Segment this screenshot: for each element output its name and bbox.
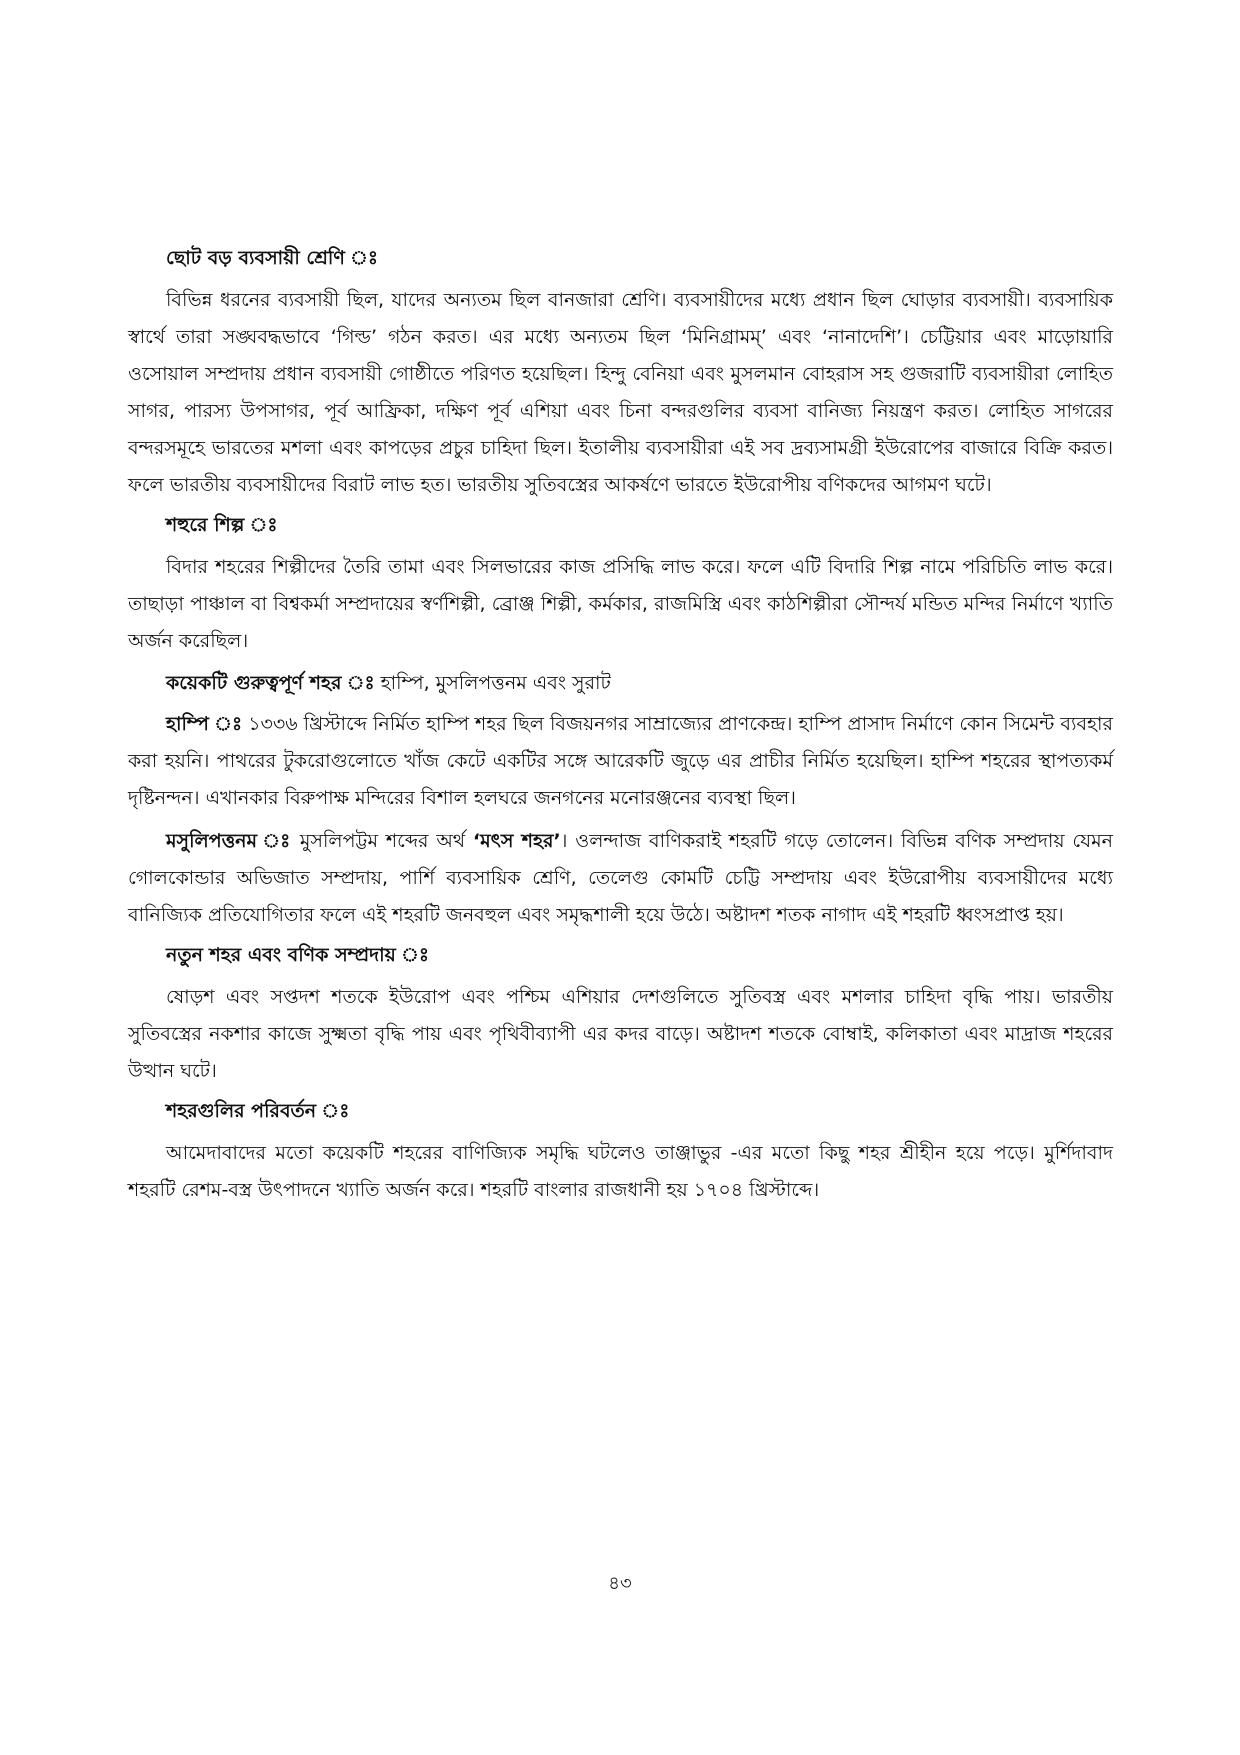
page-number: ৪৩ [608,1573,632,1594]
hampi-label: হাম্পি ঃ [166,713,243,735]
masulipatnam-text-after: । ওলন্দাজ বাণিকরাই শহরটি গড়ে তোলেন। বিভিন্ন বণিক সম্প্রদায় যেমন গোলকোন্ডার অভিজাত সম্প্রদায়, পার্শি ব্যবসায়িক শ্রেণি, তেলেগু কোমটি চেট্টি সম্প্রদায় এবং ইউরোপীয় ব্যবসায়ীদের মধ্যে বানিজ্যিক প্রতিযোগিতার ফলে এই শহরটি জনবহুল এবং সমৃদ্ধশালী হয়ে উঠে। অষ্টাদশ শতক নাগাদ এই শহরটি ধ্বংসপ্রাপ্ত হয়। [128,830,1113,926]
paragraph-urban-crafts: বিদার শহরের শিল্পীদের তৈরি তামা এবং সিলভারের কাজ প্রসিদ্ধি লাভ করে। ফলে এটি বিদারি শিল্প নামে পরিচিতি লাভ করে। তাছাড়া পাঞ্চাল বা বিশ্বকর্মা সম্প্রদায়ের স্বর্ণশিল্পী, ব্রোঞ্জ শিল্পী, কর্মকার, রাজমিস্ত্রি এবং কাঠশিল্পীরা সৌন্দর্য মন্ডিত মন্দির নির্মাণে খ্যাতি অর্জন করেছিল। [128,556,1113,652]
heading-city-changes: শহরগুলির পরিবর্তন ঃ [166,1100,350,1122]
paragraph-masulipatnam [128,823,1113,934]
paragraph-hampi [128,706,1113,817]
important-cities-label: কয়েকটি গুরুত্বপূর্ণ শহর ঃ [166,672,375,694]
heading-traders: ছোট বড় ব্যবসায়ী শ্রেণি ঃ [166,247,379,269]
paragraph-new-cities: ষোড়শ এবং সপ্তদশ শতকে ইউরোপ এবং পশ্চিম এশিয়ার দেশগুলিতে সুতিবস্ত্র এবং মশলার চাহিদা বৃদ্ধি পায়। ভারতীয় সুতিবস্ত্রের নকশার কাজে সুক্ষ্মতা বৃদ্ধি পায় এবং পৃথিবীব্যাপী এর কদর বাড়ে। অষ্টাদশ শতকে বোম্বাই, কলিকাতা এবং মাদ্রাজ শহরের উত্থান ঘটে। [128,986,1113,1082]
heading-urban-crafts: শহুরে শিল্প ঃ [166,514,278,536]
paragraph-traders: বিভিন্ন ধরনের ব্যবসায়ী ছিল, যাদের অন্যতম ছিল বানজারা শ্রেণি। ব্যবসায়ীদের মধ্যে প্রধান ছিল ঘোড়ার ব্যবসায়ী। ব্যবসায়িক স্বার্থে তারা সঙ্ঘবদ্ধভাবে ‘গিল্ড’ গঠন করত। এর মধ্যে অন্যতম ছিল ‘মিনিগ্রামম্’ এবং ‘নানাদেশি’। চেট্টিয়ার এবং মাড়োয়ারি ওসোয়াল সম্প্রদায় প্রধান ব্যবসায়ী গোষ্ঠীতে পরিণত হয়েছিল। হিন্দু বেনিয়া এবং মুসলমান বোহরাস সহ গুজরাটি ব্যবসায়ীরা লোহিত সাগর, পারস্য উপসাগর, পূর্ব আফ্রিকা, দক্ষিণ পূর্ব এশিয়া এবং চিনা বন্দরগুলির ব্যবসা বানিজ্য নিয়ন্ত্রণ করত। লোহিত সাগরের বন্দরসমূহে ভারতের মশলা এবং কাপড়ের প্রচুর চাহিদা ছিল। ইতালীয় ব্যবসায়ীরা এই সব দ্রব্যসামগ্রী ইউরোপের বাজারে বিক্রি করত। ফলে ভারতীয় ব্যবসায়ীদের বিরাট লাভ হত। ভারতীয় সুতিবস্ত্রের আকর্ষণে ভারতে ইউরোপীয় বণিকদের আগমণ ঘটে। [128,289,1113,496]
paragraph-city-changes: আমেদাবাদের মতো কয়েকটি শহরের বাণিজ্যিক সমৃদ্ধি ঘটলেও তাঞ্জাভুর -এর মতো কিছু শহর শ্রীহীন হয়ে পড়ে। মুর্শিদাবাদ শহরটি রেশম-বস্ত্র উৎপাদনে খ্যাতি অর্জন করে। শহরটি বাংলার রাজধানী হয় ১৭০৪ খ্রিস্টাব্দে। [128,1142,1113,1201]
masulipatnam-quote: ‘মৎস শহর’ [472,830,561,852]
heading-new-cities: নতুন শহর এবং বণিক সম্প্রদায় ঃ [166,944,430,966]
masulipatnam-label: মসুলিপত্তনম ঃ [166,830,293,852]
important-cities-line [166,666,1113,700]
hampi-text: ১৩৩৬ খ্রিস্টাব্দে নির্মিত হাম্পি শহর ছিল বিজয়নগর সাম্রাজ্যের প্রাণকেন্দ্র। হাম্পি প্রাসাদ নির্মাণে কোন সিমেন্ট ব্যবহার করা হয়নি। পাথরের টুকরোগুলোতে খাঁজ কেটে একটির সঙ্গে আরেকটি জুড়ে এর প্রাচীর নির্মিত হয়েছিল। হাম্পি শহরের স্থাপত্যকর্ম দৃষ্টিনন্দন। এখানকার বিরুপাক্ষ মন্দিরের বিশাল হলঘরে জনগনের মনোরঞ্জনের ব্যবস্থা ছিল। [128,713,1113,809]
page-content [128,243,1113,1215]
masulipatnam-text-before: মুসলিপট্টম শব্দের অর্থ [299,830,466,852]
important-cities-value: হাম্পি, মুসলিপত্তনম এবং সুরাট [380,672,611,694]
